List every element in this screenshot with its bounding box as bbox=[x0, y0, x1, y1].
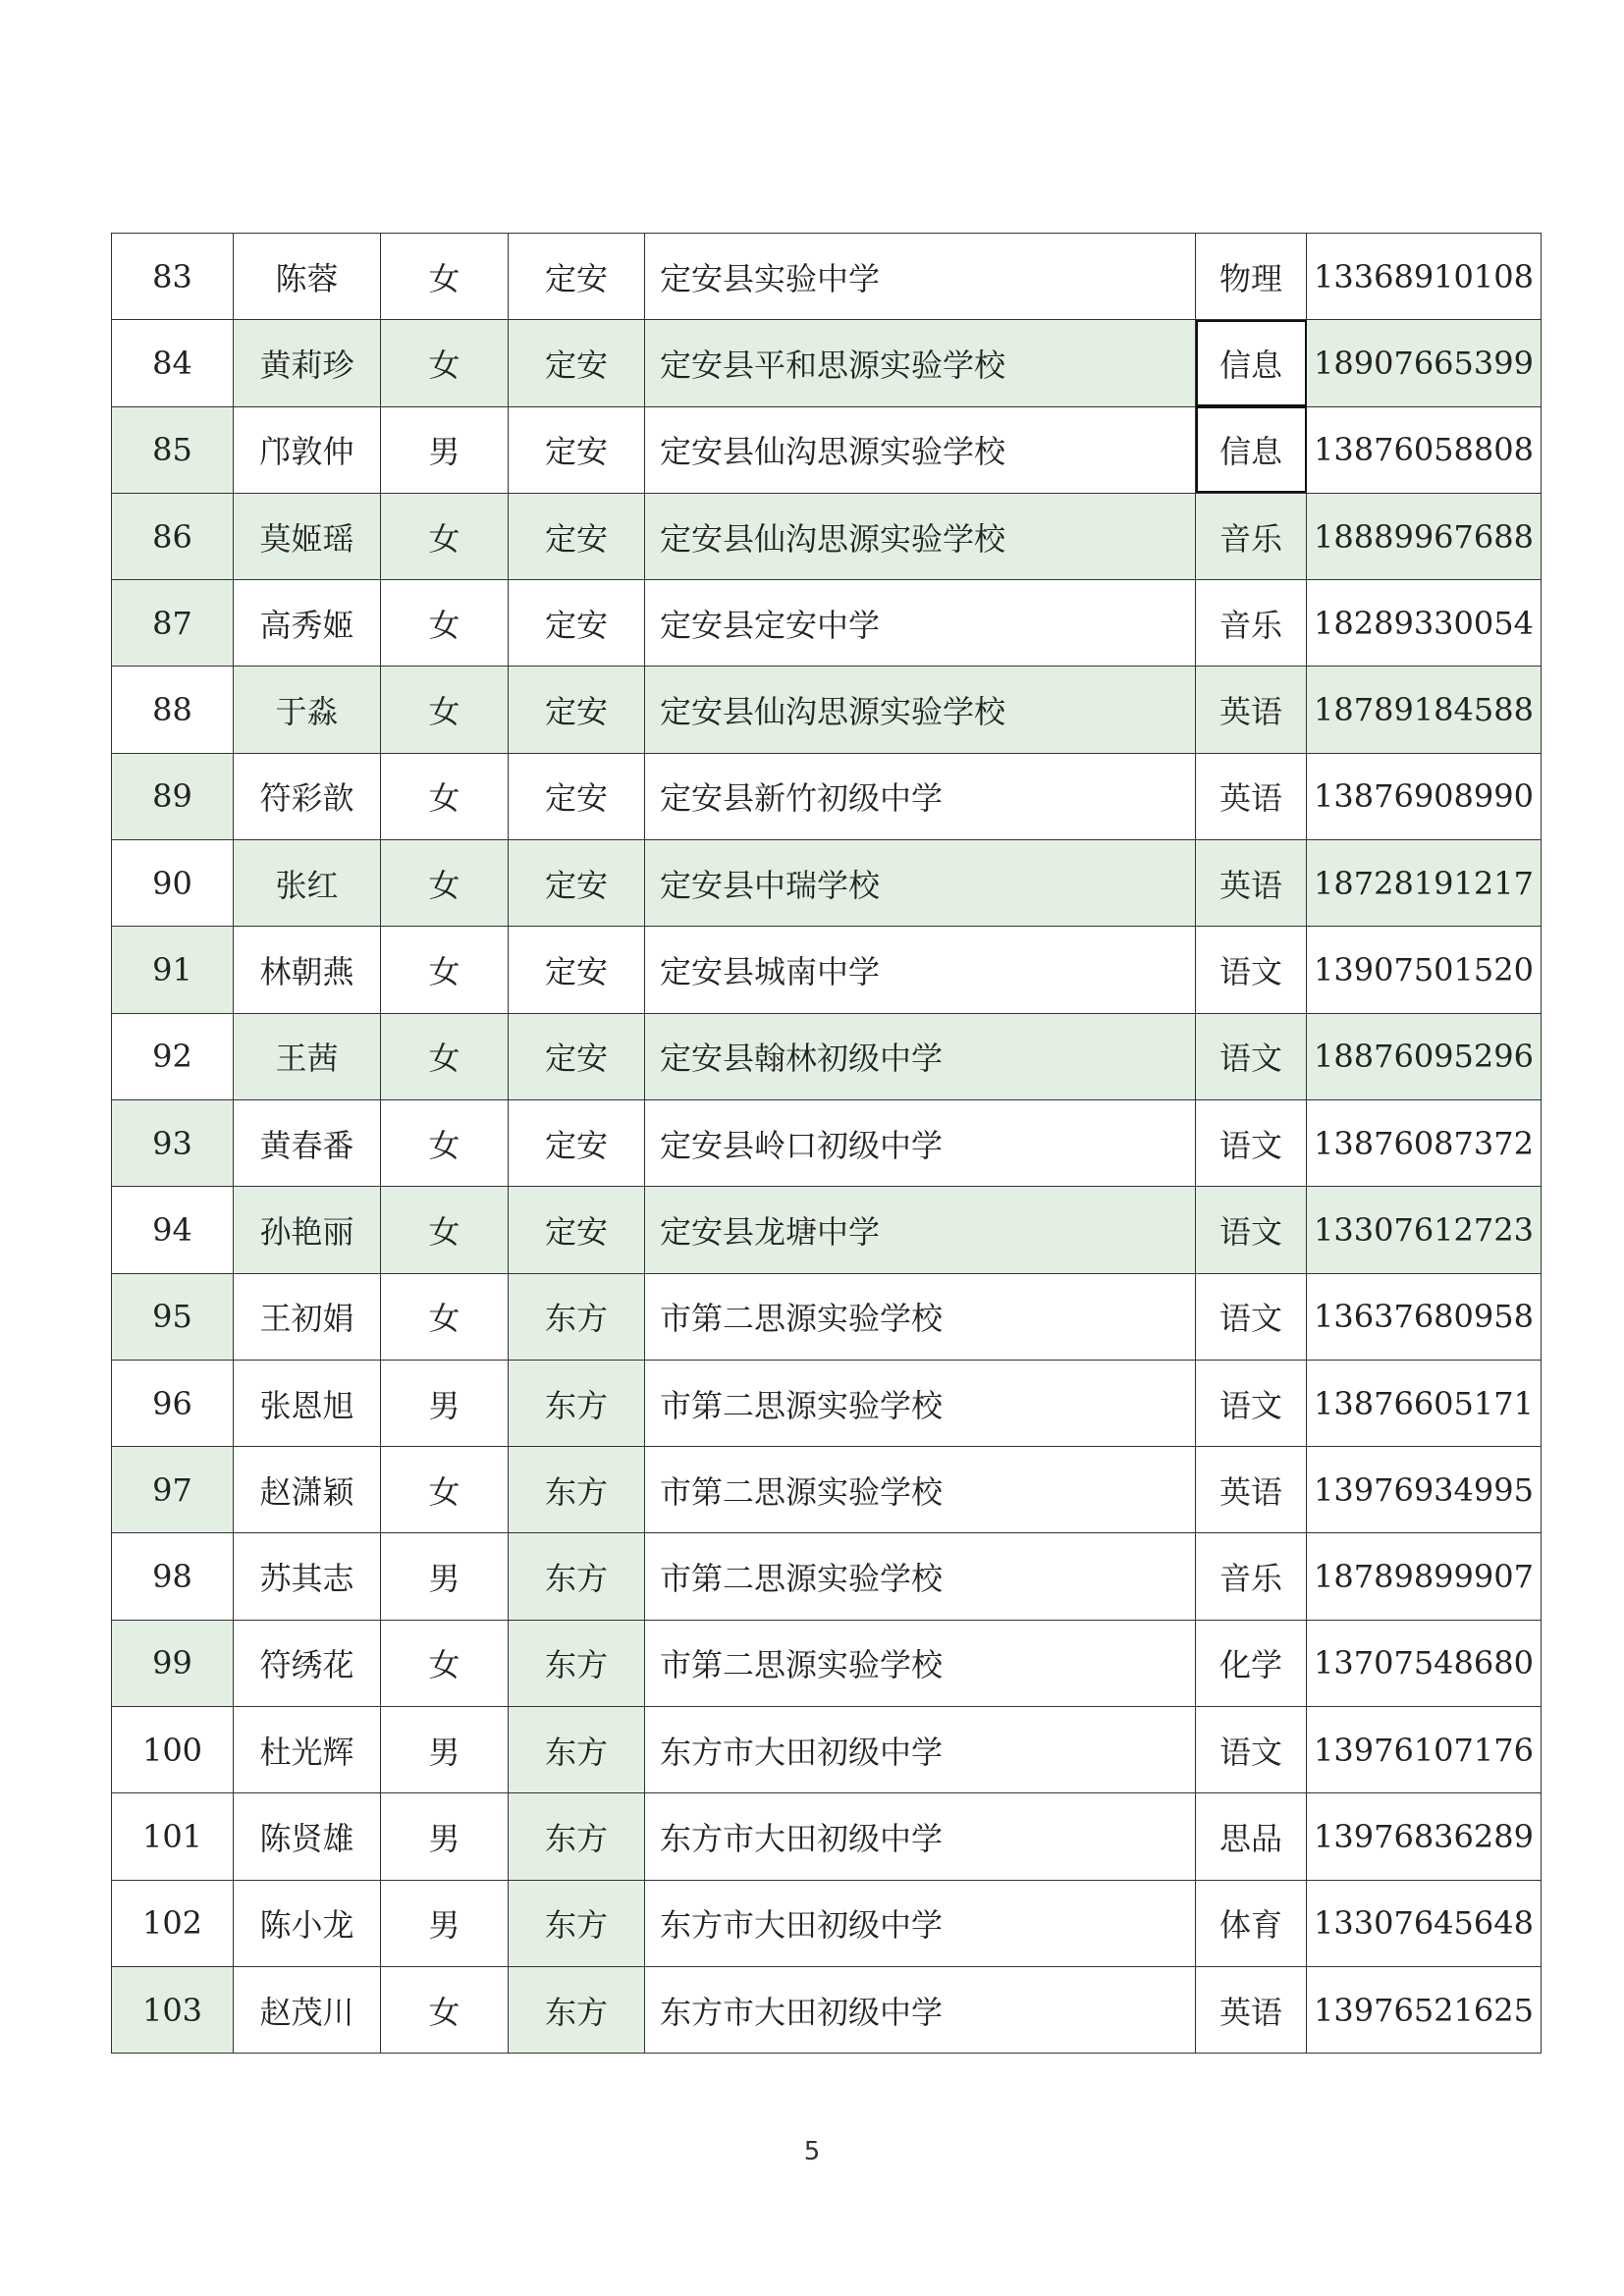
subject-cell: 语文 bbox=[1196, 927, 1307, 1013]
subject-cell: 英语 bbox=[1196, 1966, 1307, 2053]
school-cell: 市第二思源实验学校 bbox=[645, 1533, 1196, 1620]
table-row bbox=[112, 1533, 1542, 1620]
phone-cell: 13307645648 bbox=[1307, 1880, 1542, 1966]
school-cell: 东方市大田初级中学 bbox=[645, 1793, 1196, 1880]
phone-cell: 13307612723 bbox=[1307, 1187, 1542, 1273]
school-cell: 定安县岭口初级中学 bbox=[645, 1099, 1196, 1186]
region-cell: 定安 bbox=[509, 493, 645, 579]
table-row bbox=[112, 1187, 1542, 1273]
table-row bbox=[112, 753, 1542, 839]
table-row bbox=[112, 1360, 1542, 1446]
subject-cell: 语文 bbox=[1196, 1360, 1307, 1446]
gender-cell: 男 bbox=[381, 1360, 509, 1446]
row-number-cell: 103 bbox=[112, 1966, 234, 2053]
phone-cell: 13368910108 bbox=[1307, 234, 1542, 320]
table-row bbox=[112, 1013, 1542, 1099]
name-cell: 张恩旭 bbox=[234, 1360, 381, 1446]
table-row bbox=[112, 927, 1542, 1013]
table-row bbox=[112, 840, 1542, 927]
phone-cell: 18907665399 bbox=[1307, 320, 1542, 406]
table-row bbox=[112, 320, 1542, 406]
table-row bbox=[112, 1099, 1542, 1186]
name-cell: 邝敦仲 bbox=[234, 406, 381, 493]
subject-cell: 语文 bbox=[1196, 1187, 1307, 1273]
name-cell: 陈小龙 bbox=[234, 1880, 381, 1966]
gender-cell: 女 bbox=[381, 1447, 509, 1533]
subject-cell: 语文 bbox=[1196, 1099, 1307, 1186]
school-cell: 市第二思源实验学校 bbox=[645, 1447, 1196, 1533]
region-cell: 东方 bbox=[509, 1880, 645, 1966]
table-row bbox=[112, 667, 1542, 753]
row-number-cell: 89 bbox=[112, 753, 234, 839]
subject-cell: 语文 bbox=[1196, 1273, 1307, 1360]
roster-body bbox=[112, 234, 1542, 2054]
subject-cell: 音乐 bbox=[1196, 1533, 1307, 1620]
name-cell: 陈蓉 bbox=[234, 234, 381, 320]
subject-cell: 信息 bbox=[1196, 320, 1307, 406]
row-number-cell: 88 bbox=[112, 667, 234, 753]
phone-cell: 13707548680 bbox=[1307, 1620, 1542, 1706]
gender-cell: 女 bbox=[381, 1273, 509, 1360]
school-cell: 定安县中瑞学校 bbox=[645, 840, 1196, 927]
region-cell: 东方 bbox=[509, 1620, 645, 1706]
name-cell: 黄莉珍 bbox=[234, 320, 381, 406]
row-number-cell: 86 bbox=[112, 493, 234, 579]
table-row bbox=[112, 1707, 1542, 1793]
school-cell: 市第二思源实验学校 bbox=[645, 1620, 1196, 1706]
subject-cell: 语文 bbox=[1196, 1013, 1307, 1099]
row-number-cell: 102 bbox=[112, 1880, 234, 1966]
name-cell: 林朝燕 bbox=[234, 927, 381, 1013]
name-cell: 赵潇颖 bbox=[234, 1447, 381, 1533]
subject-cell: 语文 bbox=[1196, 1707, 1307, 1793]
name-cell: 陈贤雄 bbox=[234, 1793, 381, 1880]
page-number: 5 bbox=[803, 2137, 821, 2166]
gender-cell: 女 bbox=[381, 580, 509, 667]
phone-cell: 13876087372 bbox=[1307, 1099, 1542, 1186]
table-row bbox=[112, 580, 1542, 667]
table-row bbox=[112, 1620, 1542, 1706]
table-row bbox=[112, 1447, 1542, 1533]
region-cell: 东方 bbox=[509, 1707, 645, 1793]
table-row bbox=[112, 1880, 1542, 1966]
school-cell: 定安县龙塘中学 bbox=[645, 1187, 1196, 1273]
school-cell: 定安县实验中学 bbox=[645, 234, 1196, 320]
school-cell: 东方市大田初级中学 bbox=[645, 1707, 1196, 1793]
row-number-cell: 83 bbox=[112, 234, 234, 320]
gender-cell: 男 bbox=[381, 1880, 509, 1966]
row-number-cell: 98 bbox=[112, 1533, 234, 1620]
gender-cell: 男 bbox=[381, 1533, 509, 1620]
table-row bbox=[112, 234, 1542, 320]
subject-cell: 体育 bbox=[1196, 1880, 1307, 1966]
name-cell: 高秀姬 bbox=[234, 580, 381, 667]
subject-cell: 物理 bbox=[1196, 234, 1307, 320]
table-row bbox=[112, 1793, 1542, 1880]
gender-cell: 男 bbox=[381, 1707, 509, 1793]
school-cell: 定安县城南中学 bbox=[645, 927, 1196, 1013]
phone-cell: 13637680958 bbox=[1307, 1273, 1542, 1360]
phone-cell: 18289330054 bbox=[1307, 580, 1542, 667]
subject-cell: 英语 bbox=[1196, 1447, 1307, 1533]
school-cell: 市第二思源实验学校 bbox=[645, 1360, 1196, 1446]
name-cell: 黄春番 bbox=[234, 1099, 381, 1186]
phone-cell: 13876605171 bbox=[1307, 1360, 1542, 1446]
region-cell: 东方 bbox=[509, 1966, 645, 2053]
gender-cell: 女 bbox=[381, 1099, 509, 1186]
name-cell: 杜光辉 bbox=[234, 1707, 381, 1793]
name-cell: 张红 bbox=[234, 840, 381, 927]
gender-cell: 女 bbox=[381, 840, 509, 927]
subject-cell: 英语 bbox=[1196, 667, 1307, 753]
phone-cell: 18789184588 bbox=[1307, 667, 1542, 753]
phone-cell: 13876058808 bbox=[1307, 406, 1542, 493]
row-number-cell: 96 bbox=[112, 1360, 234, 1446]
phone-cell: 18728191217 bbox=[1307, 840, 1542, 927]
region-cell: 定安 bbox=[509, 580, 645, 667]
table-row bbox=[112, 406, 1542, 493]
school-cell: 市第二思源实验学校 bbox=[645, 1273, 1196, 1360]
row-number-cell: 94 bbox=[112, 1187, 234, 1273]
gender-cell: 女 bbox=[381, 1187, 509, 1273]
subject-cell: 信息 bbox=[1196, 406, 1307, 493]
subject-cell: 化学 bbox=[1196, 1620, 1307, 1706]
row-number-cell: 85 bbox=[112, 406, 234, 493]
region-cell: 定安 bbox=[509, 667, 645, 753]
name-cell: 符绣花 bbox=[234, 1620, 381, 1706]
school-cell: 定安县平和思源实验学校 bbox=[645, 320, 1196, 406]
phone-cell: 13976836289 bbox=[1307, 1793, 1542, 1880]
table-row bbox=[112, 493, 1542, 579]
region-cell: 定安 bbox=[509, 1187, 645, 1273]
region-cell: 定安 bbox=[509, 234, 645, 320]
region-cell: 东方 bbox=[509, 1533, 645, 1620]
subject-cell: 思品 bbox=[1196, 1793, 1307, 1880]
gender-cell: 男 bbox=[381, 406, 509, 493]
row-number-cell: 95 bbox=[112, 1273, 234, 1360]
region-cell: 定安 bbox=[509, 753, 645, 839]
school-cell: 定安县仙沟思源实验学校 bbox=[645, 406, 1196, 493]
region-cell: 定安 bbox=[509, 840, 645, 927]
phone-cell: 13976107176 bbox=[1307, 1707, 1542, 1793]
phone-cell: 13876908990 bbox=[1307, 753, 1542, 839]
phone-cell: 18889967688 bbox=[1307, 493, 1542, 579]
region-cell: 定安 bbox=[509, 1099, 645, 1186]
gender-cell: 女 bbox=[381, 927, 509, 1013]
row-number-cell: 90 bbox=[112, 840, 234, 927]
phone-cell: 13976521625 bbox=[1307, 1966, 1542, 2053]
name-cell: 赵茂川 bbox=[234, 1966, 381, 2053]
row-number-cell: 101 bbox=[112, 1793, 234, 1880]
gender-cell: 女 bbox=[381, 320, 509, 406]
row-number-cell: 87 bbox=[112, 580, 234, 667]
row-number-cell: 97 bbox=[112, 1447, 234, 1533]
region-cell: 东方 bbox=[509, 1273, 645, 1360]
subject-cell: 英语 bbox=[1196, 753, 1307, 839]
subject-cell: 音乐 bbox=[1196, 493, 1307, 579]
row-number-cell: 92 bbox=[112, 1013, 234, 1099]
school-cell: 定安县仙沟思源实验学校 bbox=[645, 667, 1196, 753]
gender-cell: 女 bbox=[381, 1013, 509, 1099]
school-cell: 定安县新竹初级中学 bbox=[645, 753, 1196, 839]
name-cell: 莫姬瑶 bbox=[234, 493, 381, 579]
row-number-cell: 91 bbox=[112, 927, 234, 1013]
region-cell: 定安 bbox=[509, 927, 645, 1013]
gender-cell: 女 bbox=[381, 1620, 509, 1706]
name-cell: 王茜 bbox=[234, 1013, 381, 1099]
phone-cell: 18789899907 bbox=[1307, 1533, 1542, 1620]
row-number-cell: 93 bbox=[112, 1099, 234, 1186]
phone-cell: 18876095296 bbox=[1307, 1013, 1542, 1099]
gender-cell: 女 bbox=[381, 1966, 509, 2053]
school-cell: 东方市大田初级中学 bbox=[645, 1966, 1196, 2053]
region-cell: 东方 bbox=[509, 1793, 645, 1880]
name-cell: 孙艳丽 bbox=[234, 1187, 381, 1273]
region-cell: 定安 bbox=[509, 1013, 645, 1099]
region-cell: 东方 bbox=[509, 1360, 645, 1446]
gender-cell: 女 bbox=[381, 753, 509, 839]
phone-cell: 13907501520 bbox=[1307, 927, 1542, 1013]
gender-cell: 女 bbox=[381, 234, 509, 320]
table-row bbox=[112, 1966, 1542, 2053]
gender-cell: 女 bbox=[381, 493, 509, 579]
name-cell: 于淼 bbox=[234, 667, 381, 753]
name-cell: 王初娟 bbox=[234, 1273, 381, 1360]
table-row bbox=[112, 1273, 1542, 1360]
region-cell: 东方 bbox=[509, 1447, 645, 1533]
region-cell: 定安 bbox=[509, 320, 645, 406]
gender-cell: 男 bbox=[381, 1793, 509, 1880]
phone-cell: 13976934995 bbox=[1307, 1447, 1542, 1533]
name-cell: 符彩歆 bbox=[234, 753, 381, 839]
region-cell: 定安 bbox=[509, 406, 645, 493]
teacher-roster-table bbox=[111, 233, 1542, 2054]
subject-cell: 音乐 bbox=[1196, 580, 1307, 667]
subject-cell: 英语 bbox=[1196, 840, 1307, 927]
school-cell: 东方市大田初级中学 bbox=[645, 1880, 1196, 1966]
school-cell: 定安县仙沟思源实验学校 bbox=[645, 493, 1196, 579]
row-number-cell: 84 bbox=[112, 320, 234, 406]
name-cell: 苏其志 bbox=[234, 1533, 381, 1620]
school-cell: 定安县定安中学 bbox=[645, 580, 1196, 667]
row-number-cell: 99 bbox=[112, 1620, 234, 1706]
row-number-cell: 100 bbox=[112, 1707, 234, 1793]
school-cell: 定安县翰林初级中学 bbox=[645, 1013, 1196, 1099]
gender-cell: 女 bbox=[381, 667, 509, 753]
